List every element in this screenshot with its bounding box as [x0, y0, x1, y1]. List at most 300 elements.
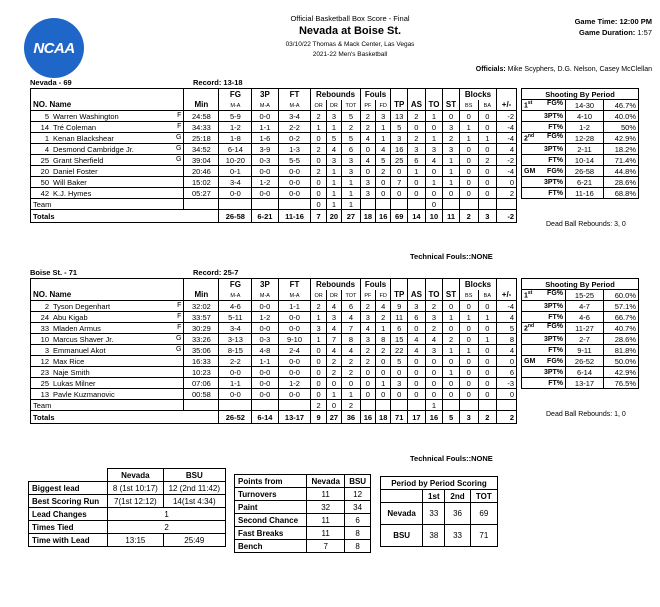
player-position: F [177, 323, 182, 331]
player-name: Kenan Blackshear [53, 133, 114, 143]
player-row [31, 122, 517, 133]
player-st: 3 [443, 144, 460, 155]
team-row [31, 400, 517, 411]
team-blank [184, 400, 219, 411]
player-as: 0 [408, 367, 426, 378]
col-no-name: NO. Name [33, 290, 72, 300]
player-position: F [177, 301, 182, 309]
shooting-label-cell [522, 334, 566, 345]
player-fg: 1-8 [219, 133, 252, 144]
shooting-percentage: 57.1% [604, 301, 639, 312]
date-venue: 03/10/22 Thomas & Mack Center, Las Vegas [285, 41, 415, 48]
player-min: 30:29 [184, 323, 219, 334]
team-tot: 1 [342, 199, 361, 210]
header-row [31, 279, 517, 290]
team-blank [459, 400, 478, 411]
col-pf: PF [364, 103, 372, 110]
player-bs: 0 [459, 356, 478, 367]
shooting-percentage: 71.4% [604, 155, 639, 166]
player-st: 0 [443, 111, 460, 122]
col-tp-cell [391, 290, 408, 301]
player-as: 0 [408, 378, 426, 389]
player-name: Mladen Armus [53, 323, 101, 333]
shooting-stat-label: FG% [547, 357, 563, 365]
player-tot: 6 [342, 301, 361, 312]
col-or-cell [311, 290, 326, 301]
shooting-label-cell [522, 177, 566, 188]
player-min: 33:26 [184, 334, 219, 345]
col-fd: FD [379, 103, 387, 110]
player-pf: 3 [360, 334, 375, 345]
player-name-cell [31, 122, 184, 133]
header-blank [443, 89, 460, 100]
totals-label: Totals [31, 411, 219, 424]
player-tot: 7 [342, 323, 361, 334]
player-dr: 1 [326, 188, 341, 199]
player-min: 34:33 [184, 122, 219, 133]
player-name: Abu Kigab [53, 312, 88, 322]
col-3p-ma-cell [252, 100, 278, 111]
player-3p: 0-0 [252, 323, 278, 334]
header-row [31, 100, 517, 111]
totals-pf: 18 [360, 210, 375, 223]
shooting-row [522, 356, 639, 367]
player-number: 25 [40, 155, 49, 165]
player-pf: 2 [360, 301, 375, 312]
team-blank [443, 400, 460, 411]
player-plus-minus: 8 [497, 334, 517, 345]
officials-names: Mike Scyphers, D.G. Nelson, Casey McClellan [507, 66, 652, 73]
player-to: 4 [425, 334, 442, 345]
summary-bsu-value: 12 (2nd 11:42) [163, 482, 225, 495]
player-row [31, 301, 517, 312]
player-3p: 0-3 [252, 155, 278, 166]
points-from-nevada: 32 [307, 501, 345, 514]
player-ft: 0-0 [278, 356, 311, 367]
shooting-made-attempted: 6-14 [566, 367, 604, 378]
player-dr: 4 [326, 301, 341, 312]
player-st: 3 [443, 122, 460, 133]
ncaa-logo [24, 18, 84, 78]
player-plus-minus: 5 [497, 323, 517, 334]
player-to: 0 [425, 356, 442, 367]
player-dr: 4 [326, 345, 341, 356]
team-blank [408, 199, 426, 210]
player-3p: 0-0 [252, 111, 278, 122]
player-bs: 0 [459, 155, 478, 166]
player-position: G [175, 334, 182, 342]
col-blocks: Blocks [459, 279, 496, 290]
player-min: 35:06 [184, 345, 219, 356]
header-row [31, 290, 517, 301]
player-st: 1 [443, 166, 460, 177]
shooting-stat-label: FG% [547, 167, 563, 175]
shooting-made-attempted: 1-2 [566, 122, 604, 133]
player-ba: 0 [478, 177, 497, 188]
player-pf: 2 [360, 122, 375, 133]
player-as: 4 [408, 345, 426, 356]
shooting-stat-label: 3PT% [543, 302, 563, 310]
player-bs: 0 [459, 111, 478, 122]
period-scoring-p2: 33 [445, 525, 470, 547]
summary-nevada-value: 7(1st 12:12) [108, 495, 163, 508]
col-ft: FT [278, 89, 311, 100]
period-scoring-title-row [381, 477, 498, 490]
player-bs: 0 [459, 334, 478, 345]
player-ba: 2 [478, 155, 497, 166]
totals-to: 10 [425, 210, 442, 223]
points-from-title: Points from [235, 475, 307, 488]
player-as: 6 [408, 312, 426, 323]
shooting-made-attempted: 11-16 [566, 188, 604, 199]
player-or: 1 [311, 312, 326, 323]
shooting-made-attempted: 4-10 [566, 111, 604, 122]
points-from-nevada: 11 [307, 514, 345, 527]
player-bs: 0 [459, 378, 478, 389]
totals-p3: 6-14 [252, 411, 278, 424]
player-or: 2 [311, 144, 326, 155]
points-from-header-row [235, 475, 371, 488]
player-ba: 0 [478, 345, 497, 356]
player-name-cell [31, 188, 184, 199]
player-3p: 4-8 [252, 345, 278, 356]
shooting-percentage: 76.5% [604, 378, 639, 389]
totals-row [31, 210, 517, 223]
shooting-made-attempted: 2-7 [566, 334, 604, 345]
player-bs: 1 [459, 312, 478, 323]
player-tot: 1 [342, 389, 361, 400]
col-ft-ma: M-A [289, 293, 300, 300]
player-pf: 3 [360, 312, 375, 323]
report-title: Official Basketball Box Score - Final [290, 14, 410, 23]
player-name: Marcus Shaver Jr. [53, 334, 114, 344]
col-fd-cell [376, 100, 391, 111]
period-scoring-p2: 36 [445, 503, 470, 525]
shooting-made-attempted: 15-25 [566, 290, 604, 301]
player-name-cell [31, 323, 184, 334]
shooting-label-cell [522, 100, 566, 111]
points-from-label: Fast Breaks [235, 527, 307, 540]
game-duration-label: Game Duration: [579, 28, 636, 37]
player-row [31, 389, 517, 400]
player-number: 13 [40, 389, 49, 399]
summary-col-bsu: BSU [163, 469, 225, 482]
player-3p: 0-3 [252, 334, 278, 345]
shooting-row [522, 378, 639, 389]
player-fg: 6-14 [219, 144, 252, 155]
col-st: ST [445, 100, 457, 110]
summary-bsu-value: 25:49 [163, 534, 225, 547]
player-plus-minus: 4 [497, 144, 517, 155]
points-from-col-bsu: BSU [345, 475, 371, 488]
player-tot: 6 [342, 144, 361, 155]
col-fg: FG [219, 89, 252, 100]
player-pf: 0 [360, 378, 375, 389]
team-blank [252, 199, 278, 210]
col-min-cell [184, 100, 219, 111]
period-scoring-team: Nevada [381, 503, 423, 525]
col-pf-cell [360, 290, 375, 301]
shooting-made-attempted: 2-11 [566, 144, 604, 155]
points-from-row [235, 527, 371, 540]
player-name: Tré Coleman [53, 122, 97, 132]
col-to: TO [428, 290, 440, 300]
shooting-period: GM [524, 357, 536, 365]
col-or: OR [314, 103, 323, 110]
player-tot: 2 [342, 122, 361, 133]
team-row [31, 199, 517, 210]
shooting-stat-label: FT% [548, 379, 563, 387]
col-tot-cell [342, 290, 361, 301]
col-or: OR [314, 293, 323, 300]
shooting-percentage: 28.6% [604, 177, 639, 188]
points-from-nevada: 7 [307, 540, 345, 553]
player-dr: 3 [326, 155, 341, 166]
player-or: 0 [311, 188, 326, 199]
player-bs: 0 [459, 367, 478, 378]
player-row [31, 378, 517, 389]
period-scoring-row [381, 525, 498, 547]
shooting-row [522, 312, 639, 323]
player-number: 1 [44, 133, 49, 143]
summary-row [29, 482, 226, 495]
player-pf: 4 [360, 155, 375, 166]
col-tp-cell [391, 100, 408, 111]
shooting-label-cell [522, 378, 566, 389]
officials-line [476, 66, 652, 73]
header-blank [425, 279, 442, 290]
player-ft: 5-5 [278, 155, 311, 166]
game-time-value: 12:00 PM [619, 17, 652, 26]
player-min: 24:58 [184, 111, 219, 122]
boise-shooting-by-period [521, 278, 639, 389]
header-blank [443, 279, 460, 290]
shooting-label-cell [522, 133, 566, 144]
player-name-cell [31, 166, 184, 177]
player-as: 3 [408, 301, 426, 312]
player-or: 0 [311, 155, 326, 166]
boise-box-score-table [30, 278, 517, 424]
shooting-percentage: 40.7% [604, 323, 639, 334]
player-fd: 4 [376, 301, 391, 312]
shooting-label-cell [522, 166, 566, 177]
team-blank [497, 199, 517, 210]
shooting-period-suffix: nd [527, 133, 535, 140]
player-fd: 0 [376, 177, 391, 188]
player-tot: 4 [342, 312, 361, 323]
col-ba-cell [478, 100, 497, 111]
player-bs: 1 [459, 122, 478, 133]
col-no-name: NO. Name [33, 100, 72, 110]
player-row [31, 133, 517, 144]
player-fd: 2 [376, 312, 391, 323]
player-position: G [175, 144, 182, 152]
col-dr: DR [329, 293, 338, 300]
player-fd: 0 [376, 389, 391, 400]
player-number: 5 [44, 111, 49, 121]
boise-record: Record: 25-7 [193, 268, 239, 277]
player-tp: 13 [391, 111, 408, 122]
player-row [31, 367, 517, 378]
period-scoring-col: TOT [470, 490, 497, 503]
player-bs: 0 [459, 389, 478, 400]
shooting-title: Shooting By Period [522, 89, 639, 100]
col-ba: BA [483, 293, 491, 300]
player-name-cell [31, 378, 184, 389]
player-ft: 0-0 [278, 312, 311, 323]
player-ft: 2-2 [278, 122, 311, 133]
player-plus-minus: 0 [497, 389, 517, 400]
col-ft-ma-cell [278, 290, 311, 301]
summary-row [29, 534, 226, 547]
nevada-box-score-table [30, 88, 517, 223]
shooting-stat-label: FT% [548, 123, 563, 131]
player-row [31, 312, 517, 323]
player-or: 0 [311, 177, 326, 188]
player-fd: 2 [376, 166, 391, 177]
player-row [31, 155, 517, 166]
col-tot-cell [342, 100, 361, 111]
player-number: 4 [44, 144, 49, 154]
points-from-label: Second Chance [235, 514, 307, 527]
player-plus-minus: 4 [497, 312, 517, 323]
player-to: 2 [425, 301, 442, 312]
player-fg: 5-9 [219, 111, 252, 122]
shooting-row [522, 334, 639, 345]
shooting-label-cell [522, 301, 566, 312]
team-blank [478, 400, 497, 411]
shooting-made-attempted: 4-6 [566, 312, 604, 323]
player-name-cell [31, 389, 184, 400]
summary-header-row [29, 469, 226, 482]
totals-pf: 16 [360, 411, 375, 424]
player-fd: 0 [376, 356, 391, 367]
nevada-technical-fouls: Technical Fouls::NONE [410, 252, 493, 261]
nevada-team-score: Nevada - 69 [30, 78, 72, 87]
player-row [31, 188, 517, 199]
player-plus-minus: -4 [497, 301, 517, 312]
period-scoring-tot: 71 [470, 525, 497, 547]
player-st: 0 [443, 301, 460, 312]
player-pf: 0 [360, 166, 375, 177]
game-duration-value: 1:57 [637, 28, 652, 37]
player-ft: 0-2 [278, 133, 311, 144]
player-name-cell [31, 356, 184, 367]
player-name-cell [31, 334, 184, 345]
player-row [31, 345, 517, 356]
team-blank [391, 400, 408, 411]
team-blank [497, 400, 517, 411]
col-no-name-cell [31, 290, 184, 301]
col-fg-ma: M-A [230, 103, 241, 110]
summary-nevada-value: 8 (1st 10:17) [108, 482, 163, 495]
shooting-percentage: 60.0% [604, 290, 639, 301]
period-scoring-row [381, 503, 498, 525]
player-fd: 3 [376, 111, 391, 122]
player-ft: 9-10 [278, 334, 311, 345]
header-blank [31, 279, 184, 290]
points-from-bsu: 34 [345, 501, 371, 514]
points-from-bsu: 6 [345, 514, 371, 527]
player-fd: 1 [376, 122, 391, 133]
shooting-percentage: 68.8% [604, 188, 639, 199]
totals-to: 16 [425, 411, 442, 424]
period-scoring-table [380, 476, 498, 547]
points-from-label: Turnovers [235, 488, 307, 501]
player-to: 1 [425, 111, 442, 122]
player-to: 3 [425, 345, 442, 356]
player-tot: 2 [342, 367, 361, 378]
col-plus-minus: +/- [501, 100, 512, 110]
player-tp: 11 [391, 312, 408, 323]
header-blank [497, 89, 517, 100]
summary-value: 2 [108, 521, 226, 534]
team-blank [376, 199, 391, 210]
player-min: 20:46 [184, 166, 219, 177]
player-name-cell [31, 367, 184, 378]
player-bs: 1 [459, 345, 478, 356]
player-ft: 1-3 [278, 144, 311, 155]
player-pf: 3 [360, 177, 375, 188]
player-number: 23 [40, 367, 49, 377]
team-label: Team [31, 199, 184, 210]
player-tp: 5 [391, 122, 408, 133]
player-name-cell [31, 312, 184, 323]
player-dr: 2 [326, 367, 341, 378]
totals-tot: 36 [342, 411, 361, 424]
totals-dr: 27 [326, 411, 341, 424]
col-min-cell [184, 290, 219, 301]
shooting-row [522, 111, 639, 122]
player-dr: 3 [326, 312, 341, 323]
shooting-row [522, 345, 639, 356]
totals-st: 11 [443, 210, 460, 223]
col-rebounds: Rebounds [311, 89, 360, 100]
col-blocks: Blocks [459, 89, 496, 100]
header-blank [391, 89, 408, 100]
player-bs: 1 [459, 133, 478, 144]
shooting-made-attempted: 26-58 [566, 166, 604, 177]
nevada-record: Record: 13-18 [193, 78, 243, 87]
col-tp: TP [394, 100, 405, 110]
player-name: Grant Sherfield [53, 155, 104, 165]
totals-ba: 2 [478, 411, 497, 424]
player-dr: 3 [326, 111, 341, 122]
shooting-stat-label: FT% [548, 156, 563, 164]
player-plus-minus: 0 [497, 356, 517, 367]
player-tp: 15 [391, 334, 408, 345]
col-fouls: Fouls [360, 89, 391, 100]
col-ft-ma: M-A [289, 103, 300, 110]
shooting-stat-label: FT% [548, 189, 563, 197]
summary-row [29, 521, 226, 534]
player-fg: 2-2 [219, 356, 252, 367]
player-or: 2 [311, 111, 326, 122]
nevada-shooting-by-period [521, 88, 639, 199]
player-bs: 0 [459, 301, 478, 312]
team-dr: 1 [326, 199, 341, 210]
totals-bs: 2 [459, 210, 478, 223]
header-blank [408, 89, 426, 100]
player-3p: 0-0 [252, 378, 278, 389]
boise-dead-ball-rebounds: Dead Ball Rebounds: 1, 0 [546, 411, 626, 418]
player-fd: 8 [376, 334, 391, 345]
col-to: TO [428, 100, 440, 110]
player-or: 2 [311, 166, 326, 177]
player-row [31, 177, 517, 188]
team-blank [252, 400, 278, 411]
team-blank [459, 199, 478, 210]
